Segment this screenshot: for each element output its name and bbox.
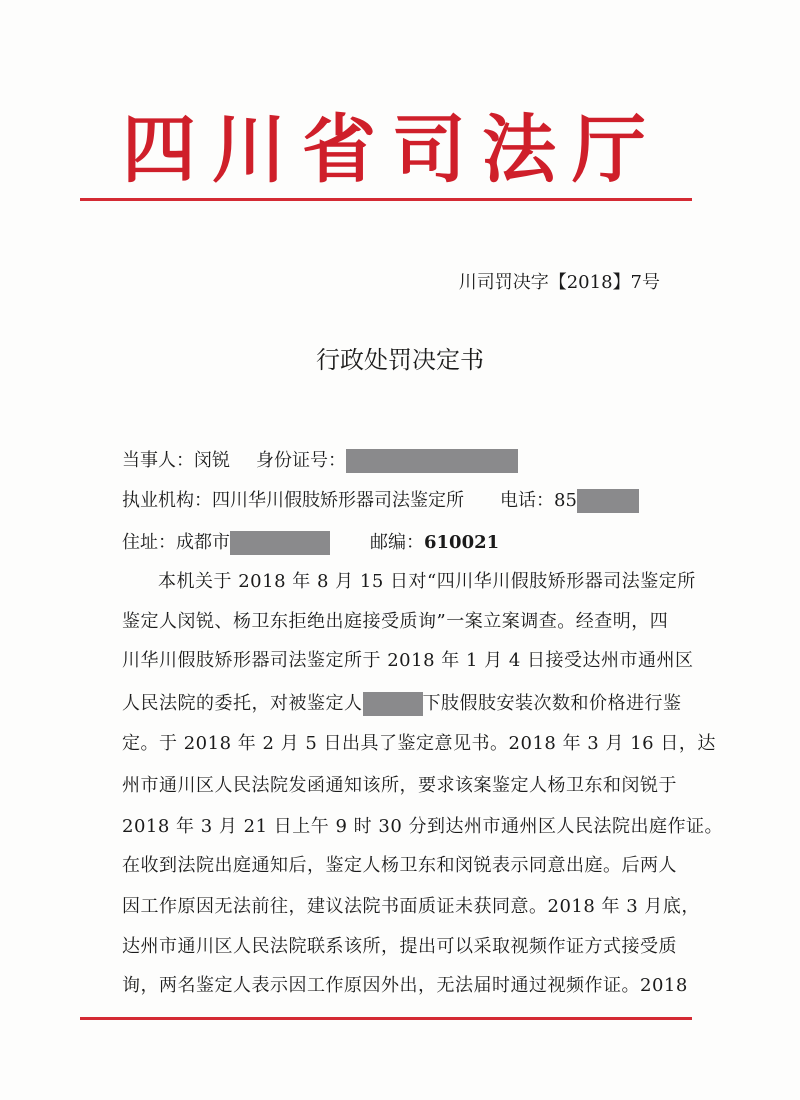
body-line-with-redaction [122,690,682,718]
body-line-part: 人民法院的委托，对被鉴定人 [122,693,363,714]
body-line: 鉴定人闵锐、杨卫东拒绝出庭接受质询”一案立案调查。经查明，四 [122,611,669,632]
address-line [122,530,499,556]
body-line: 达州市通川区人民法院联系该所，提出可以采取视频作证方式接受质 [122,936,677,957]
phone-label: 电话： [500,490,554,511]
body-line: 本机关于 2018 年 8 月 15 日对“四川华川假肢矫形器司法鉴定所 [158,571,696,592]
footer-divider [80,1017,692,1020]
redacted-address [230,531,330,555]
header-divider [80,198,692,201]
body-line: 在收到法院出庭通知后，鉴定人杨卫东和闵锐表示同意出庭。后两人 [122,855,677,876]
institution-label: 执业机构： [122,490,212,511]
institution-name: 四川华川假肢矫形器司法鉴定所 [212,490,464,511]
document-number: 川司罚决字【2018】7号 [458,272,660,293]
body-line: 定。于 2018 年 2 月 5 日出具了鉴定意见书。2018 年 3 月 16 日，达 [122,733,716,754]
party-name: 闵锐 [194,450,230,471]
id-label: 身份证号： [256,450,346,471]
body-line: 川华川假肢矫形器司法鉴定所于 2018 年 1 月 4 日接受达州市通州区 [122,650,694,671]
redacted-phone [577,489,639,513]
party-label: 当事人： [122,450,194,471]
address-prefix: 成都市 [176,532,230,553]
body-line-part: 下肢假肢安装次数和价格进行鉴 [422,693,682,714]
body-line: 州市通川区人民法院发函通知该所，要求该案鉴定人杨卫东和闵锐于 [122,775,677,796]
body-line: 2018 年 3 月 21 日上午 9 时 30 分到达州市通州区人民法院出庭作证。 [122,816,724,837]
postcode-label: 邮编： [370,532,424,553]
body-line: 询，两名鉴定人表示因工作原因外出，无法届时通过视频作证。2018 [122,975,688,996]
phone-prefix: 85 [554,490,577,511]
document-title: 行政处罚决定书 [316,346,484,374]
institution-line [122,488,639,514]
address-label: 住址： [122,532,176,553]
body-line: 因工作原因无法前往，建议法院书面质证未获同意。2018 年 3 月底， [122,896,700,917]
redacted-person-name [363,692,423,716]
postcode-value: 610021 [424,532,500,553]
issuer-header: 四川省司法厅 [122,107,662,193]
party-line [122,448,518,474]
redacted-id-number [346,449,518,473]
